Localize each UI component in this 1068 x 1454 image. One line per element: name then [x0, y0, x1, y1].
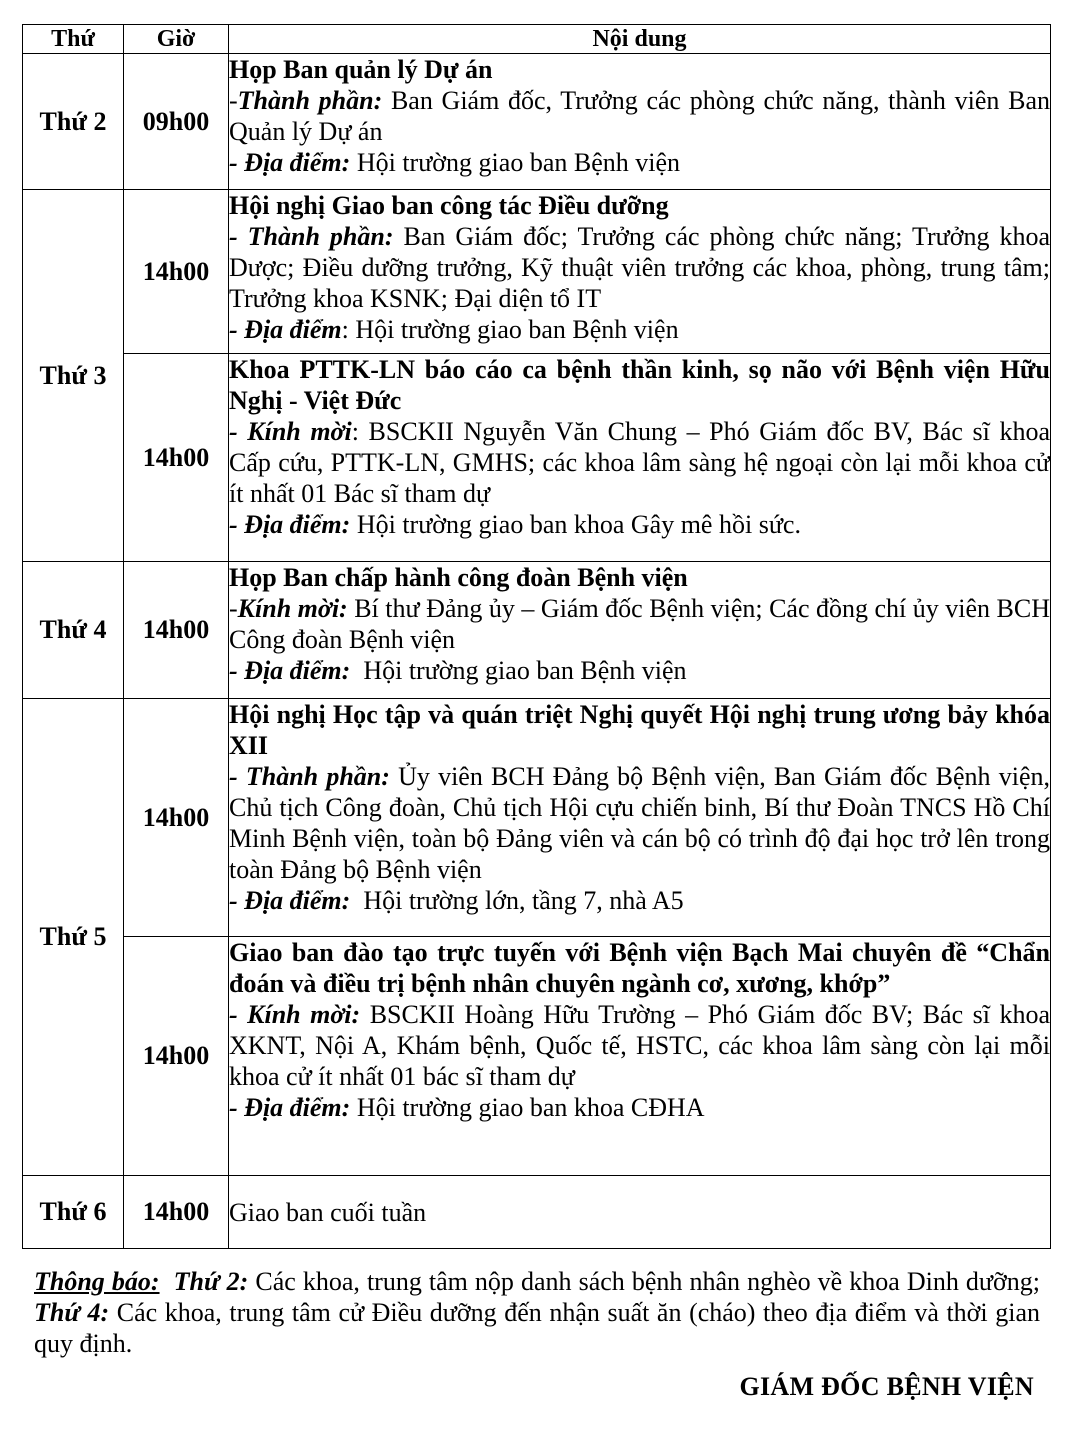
- content-cell: [229, 54, 1051, 190]
- table-row: [23, 54, 1051, 190]
- header-day: Thứ: [23, 25, 124, 54]
- header-time: Giờ: [124, 25, 229, 54]
- event-title: Họp Ban quản lý Dự án: [229, 55, 493, 84]
- time-cell: 14h00: [124, 937, 229, 1176]
- time-cell: 14h00: [124, 562, 229, 699]
- event-line: - Địa điểm: Hội trường giao ban Bệnh viện: [229, 148, 680, 177]
- day-cell: Thứ 5: [23, 699, 124, 1176]
- event-line: - Địa điểm: Hội trường giao ban Bệnh viện: [229, 315, 679, 344]
- day-cell: Thứ 6: [23, 1176, 124, 1249]
- event-line: -Kính mời: Bí thư Đảng ủy – Giám đốc Bệnh viện; Các đồng chí ủy viên BCH Công đoàn Bệnh viện: [229, 594, 1050, 654]
- content-cell: [229, 562, 1051, 699]
- event-line: - Kính mời: BSCKII Hoàng Hữu Trường – Phó Giám đốc BV; Bác sĩ khoa XKNT, Nội A, Khám bệnh, Quốc tế, HSTC, các khoa lâm sàng còn lại mỗi khoa cử ít nhất 01 bác sĩ tham dự: [229, 1000, 1050, 1091]
- header-row: [23, 25, 1051, 54]
- table-row: [23, 562, 1051, 699]
- event-line: - Thành phần: Ban Giám đốc; Trưởng các phòng chức năng; Trưởng khoa Dược; Điều dưỡng trưởng, Kỹ thuật viên trưởng các khoa, phòng, trung tâm; Trưởng khoa KSNK; Đại diện tổ IT: [229, 222, 1051, 313]
- event-line: - Thành phần: Ủy viên BCH Đảng bộ Bệnh viện, Ban Giám đốc Bệnh viện, Chủ tịch Công đoàn, Chủ tịch Hội cựu chiến binh, Bí thư Đoàn TNCS Hồ Chí Minh Bệnh viện, toàn bộ Đảng viên và cán bộ có trình độ đại học trở lên trong toàn Đảng bộ Bệnh viện: [229, 762, 1051, 884]
- event-title: Họp Ban chấp hành công đoàn Bệnh viện: [229, 563, 688, 592]
- event-line: - Địa điểm: Hội trường giao ban Bệnh viện: [229, 656, 687, 685]
- day-cell: Thứ 4: [23, 562, 124, 699]
- content-cell: [229, 190, 1051, 354]
- signature-title: GIÁM ĐỐC BỆNH VIỆN: [739, 1372, 1034, 1401]
- notice-day: Thứ 4:: [34, 1298, 110, 1327]
- content-cell: [229, 937, 1051, 1176]
- day-cell: Thứ 3: [23, 190, 124, 562]
- table-row: [23, 354, 1051, 562]
- notice-text: Các khoa, trung tâm cử Điều dưỡng đến nhận suất ăn (cháo) theo địa điểm và thời gian quy định.: [34, 1298, 1040, 1358]
- time-cell: 09h00: [124, 54, 229, 190]
- table-row: [23, 699, 1051, 937]
- time-cell: 14h00: [124, 699, 229, 937]
- event-line: - Địa điểm: Hội trường giao ban khoa Gây mê hồi sức.: [229, 510, 801, 539]
- content-cell: [229, 354, 1051, 562]
- day-cell: Thứ 2: [23, 54, 124, 190]
- notice-day: Thứ 2:: [173, 1267, 249, 1296]
- content-cell: [229, 699, 1051, 937]
- time-cell: 14h00: [124, 1176, 229, 1249]
- event-title: Hội nghị Học tập và quán triệt Nghị quyết Hội nghị trung ương bảy khóa XII: [229, 700, 1050, 760]
- event-title: Hội nghị Giao ban công tác Điều dưỡng: [229, 191, 669, 220]
- event-line: - Địa điểm: Hội trường giao ban khoa CĐHA: [229, 1093, 705, 1122]
- time-cell: 14h00: [124, 190, 229, 354]
- notice-text: Các khoa, trung tâm nộp danh sách bệnh nhân nghèo về khoa Dinh dưỡng;: [248, 1267, 1040, 1296]
- table-row: [23, 937, 1051, 1176]
- event-title: Giao ban đào tạo trực tuyến với Bệnh viện Bạch Mai chuyên đề “Chẩn đoán và điều trị bệnh nhân chuyên ngành cơ, xương, khớp”: [229, 938, 1050, 998]
- notice-paragraph: [34, 1266, 1040, 1359]
- table-row: [23, 190, 1051, 354]
- event-line: - Địa điểm: Hội trường lớn, tầng 7, nhà A5: [229, 886, 684, 915]
- notice-label: Thông báo:: [34, 1267, 160, 1296]
- event-line: -Thành phần: Ban Giám đốc, Trưởng các phòng chức năng, thành viên Ban Quản lý Dự án: [229, 86, 1050, 146]
- content-cell: Giao ban cuối tuần: [229, 1176, 1051, 1249]
- time-cell: 14h00: [124, 354, 229, 562]
- event-title: Khoa PTTK-LN báo cáo ca bệnh thần kinh, sọ não với Bệnh viện Hữu Nghị - Việt Đức: [229, 355, 1050, 415]
- table-row: [23, 1176, 1051, 1249]
- event-line: - Kính mời: BSCKII Nguyễn Văn Chung – Phó Giám đốc BV, Bác sĩ khoa Cấp cứu, PTTK-LN, GMHS; các khoa lâm sàng hệ ngoại còn lại mỗi khoa cử ít nhất 01 Bác sĩ tham dự: [229, 417, 1050, 508]
- schedule-table: [22, 24, 1051, 1249]
- header-content: Nội dung: [229, 25, 1051, 54]
